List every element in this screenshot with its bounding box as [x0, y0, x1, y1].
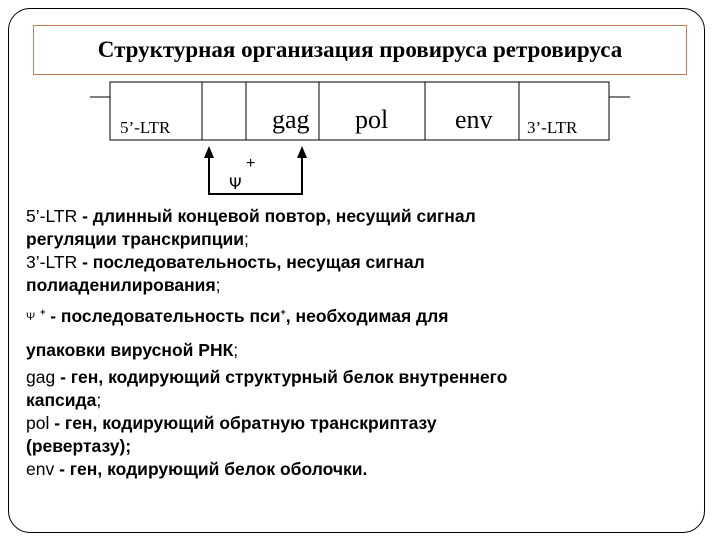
psi-plus-sign: +	[246, 155, 256, 172]
legend-line-gag: gag - ген, кодирующий структурный белок внутреннего	[26, 366, 508, 387]
segment-pol-label: pol	[355, 105, 389, 134]
segment-ltr3-label: 3’-LTR	[527, 118, 578, 137]
legend-line-ltr3-cont: полиаденилирования;	[26, 275, 221, 295]
psi-arrow-right	[297, 146, 307, 158]
legend-text	[26, 205, 696, 481]
psi-arrow-left	[204, 146, 214, 158]
segment-env-label: env	[455, 105, 493, 134]
legend-line-ltr5-cont: регуляции транскрипции;	[26, 229, 249, 249]
legend-line-ltr5: 5’-LTR - длинный концевой повтор, несущий сигнал	[26, 206, 476, 226]
legend-line-pol-cont: (ревертазу);	[26, 435, 132, 456]
legend-line-env: env - ген, кодирующий белок оболочки.	[26, 458, 368, 479]
legend-line-psi: Ψ + - последовательность пси+, необходимая для	[26, 305, 449, 326]
slide-title: Структурная организация провируса ретровируса	[33, 25, 687, 75]
psi-bracket	[209, 155, 302, 194]
segment-ltr5-label: 5’-LTR	[120, 118, 171, 137]
legend-line-pol: pol - ген, кодирующий обратную транскриптазу	[26, 412, 437, 433]
legend-line-ltr3: 3’-LTR - последовательность, несущая сигнал	[26, 252, 425, 272]
legend-line-gag-cont: капсида;	[26, 389, 102, 410]
segment-gag-label: gag	[272, 105, 310, 134]
psi-symbol: Ψ	[229, 174, 242, 193]
legend-line-psi-cont: упаковки вирусной РНК;	[26, 339, 239, 360]
